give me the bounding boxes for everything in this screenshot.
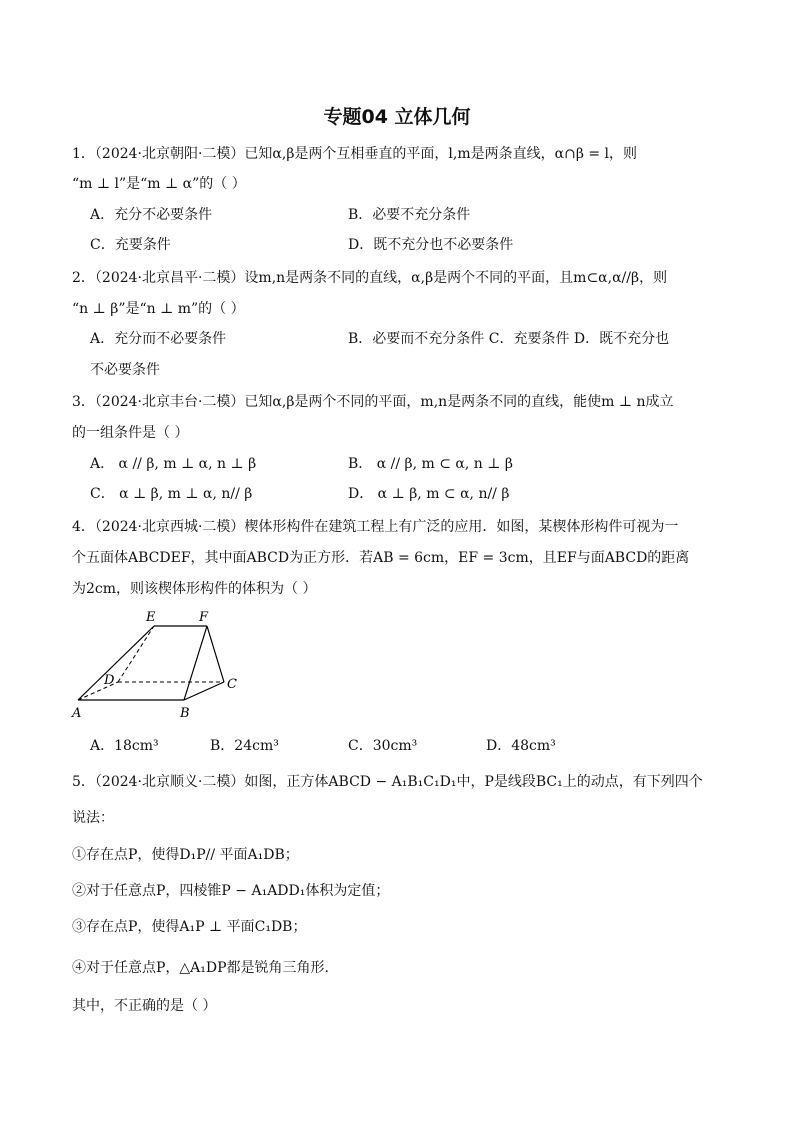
q5-stem-line2: 说法： [72, 810, 114, 826]
q5-statement-3: ③存在点P，使得A₁P ⊥ 平面C₁DB； [72, 919, 307, 935]
q2-option-bcd: B．必要而不充分条件 C．充要条件 D．既不充分也 [348, 331, 670, 347]
q2-stem-line2: “n ⊥ β”是“n ⊥ m”的（ ） [72, 301, 245, 317]
q4-stem-line2: 个五面体ABCDEF，其中面ABCD为正方形．若AB = 6cm，EF = 3cm，且EF与面ABCD的距离 [72, 550, 690, 566]
q2-option-continuation: 不必要条件 [90, 362, 160, 378]
q5-statement-4: ④对于任意点P，△A₁DP都是锐角三角形. [72, 960, 330, 976]
q1-option-a: A．充分不必要条件 [90, 207, 213, 223]
q3-stem-line2: 的一组条件是（ ） [72, 425, 189, 441]
q3-option-a: A． α // β, m ⊥ α, n ⊥ β [90, 456, 257, 472]
q4-stem-line3: 为2cm，则该楔体形构件的体积为（ ） [72, 581, 317, 597]
vertex-label-f: F [199, 610, 209, 625]
q5-statement-2: ②对于任意点P，四棱锥P − A₁ADD₁体积为定值； [72, 883, 390, 899]
vertex-label-b: B [180, 706, 190, 721]
q5-question: 其中，不正确的是（ ） [72, 998, 217, 1014]
q5-statement-1: ①存在点P，使得D₁P// 平面A₁DB； [72, 847, 299, 863]
q1-stem-line2: “m ⊥ l”是“m ⊥ α”的（ ） [72, 176, 246, 192]
vertex-label-c: C [227, 677, 237, 692]
q4-stem-line1: 4．（2024·北京西城·二模）楔体形构件在建筑工程上有广泛的应用．如图，某楔体形构件可视为一 [72, 519, 679, 535]
q3-stem-line1: 3．（2024·北京丰台·二模）已知α,β是两个不同的平面，m,n是两条不同的直线，能使m ⊥ n成立 [72, 394, 674, 410]
vertex-label-a: A [72, 706, 82, 721]
q1-option-b: B．必要不充分条件 [348, 207, 471, 223]
q4-option-c: C．30cm³ [348, 738, 418, 754]
q1-option-c: C．充要条件 [90, 237, 171, 253]
q1-stem-line1: 1．（2024·北京朝阳·二模）已知α,β是两个互相垂直的平面，l,m是两条直线，α∩β = l，则 [72, 146, 638, 162]
vertex-label-e: E [146, 610, 156, 625]
wedge-figure [66, 604, 316, 729]
q2-stem-line1: 2．（2024·北京昌平·二模）设m,n是两条不同的直线，α,β是两个不同的平面，且m⊂α,α//β，则 [72, 270, 668, 286]
q4-option-a: A．18cm³ [90, 738, 159, 754]
q5-stem-line1: 5．（2024·北京顺义·二模）如图，正方体ABCD − A₁B₁C₁D₁中，P是线段BC₁上的动点，有下列四个 [72, 774, 703, 790]
q3-option-d: D． α ⊥ β, m ⊂ α, n// β [348, 486, 510, 502]
q2-option-a: A．充分而不必要条件 [90, 331, 227, 347]
q3-option-c: C． α ⊥ β, m ⊥ α, n// β [90, 486, 253, 502]
q4-option-b: B．24cm³ [210, 738, 279, 754]
q4-option-d: D．48cm³ [486, 738, 556, 754]
vertex-label-d: D [104, 673, 115, 688]
page-title: 专题04 立体几何 [323, 106, 471, 128]
q3-option-b: B． α // β, m ⊂ α, n ⊥ β [348, 456, 513, 472]
q1-option-d: D．既不充分也不必要条件 [348, 237, 514, 253]
